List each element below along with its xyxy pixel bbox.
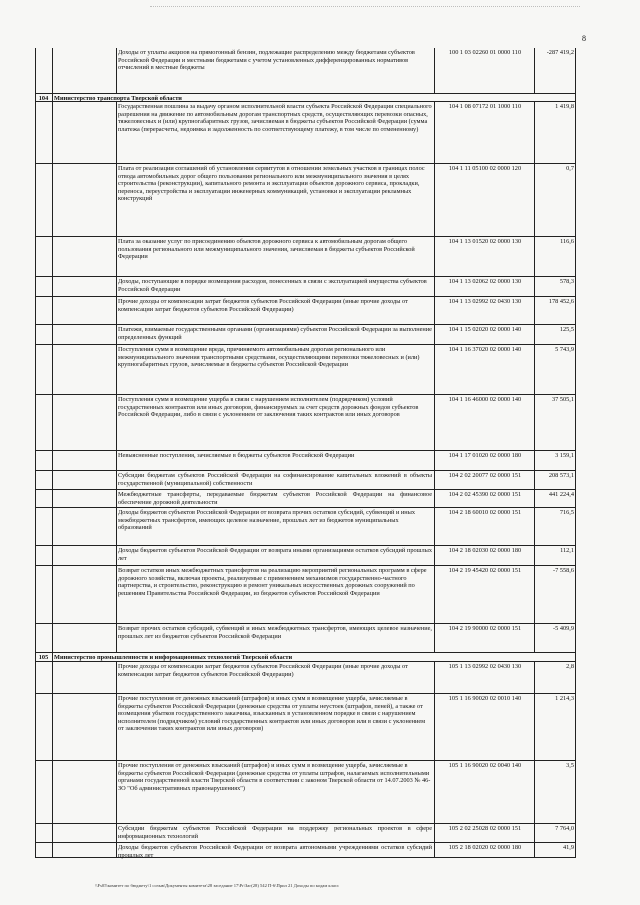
cell-border xyxy=(35,508,36,546)
cell-border xyxy=(35,824,36,843)
amount-value: 5 743,9 xyxy=(555,346,574,353)
table-row xyxy=(35,471,576,490)
table-row xyxy=(35,624,576,653)
cell-border xyxy=(434,345,435,395)
cell-border xyxy=(434,761,435,824)
cell-border xyxy=(434,48,435,94)
amount-value: 716,5 xyxy=(559,509,574,516)
table-row xyxy=(35,325,576,345)
cell-border xyxy=(35,451,36,471)
amount-value: 208 573,1 xyxy=(548,472,574,479)
amount-value: 125,5 xyxy=(559,326,574,333)
table-row xyxy=(35,277,576,297)
cell-border xyxy=(575,345,576,395)
cell-border xyxy=(575,761,576,824)
budget-code: 104 1 08 07172 01 1000 110 xyxy=(448,103,522,110)
cell-border xyxy=(575,297,576,325)
amount-value: 112,1 xyxy=(560,547,574,554)
amount-value: 1 419,8 xyxy=(555,103,574,110)
amount-value: 2,8 xyxy=(566,663,574,670)
cell-border xyxy=(35,624,36,653)
budget-code: 105 1 13 02992 02 0430 130 xyxy=(448,663,522,670)
cell-border xyxy=(35,761,36,824)
cell-border xyxy=(434,843,435,858)
table-row xyxy=(35,566,576,624)
cell-border xyxy=(52,345,53,395)
cell-border xyxy=(52,824,53,843)
cell-border xyxy=(52,546,53,566)
cell-border xyxy=(52,843,53,858)
revenue-description: Доходы бюджетов субъектов Российской Федерации от возврата иными организациями остатков субсидий прошлых лет xyxy=(118,547,432,562)
cell-border xyxy=(52,277,53,297)
budget-code: 104 1 13 02992 02 0430 130 xyxy=(448,298,522,305)
cell-border xyxy=(52,297,53,325)
cell-border xyxy=(534,164,535,237)
cell-border xyxy=(575,624,576,653)
revenue-description: Возврат прочих остатков субсидий, субвенций и иных межбюджетных трансфертов, имеющих целевое назначение, прошлых лет из бюджетов субъектов Российской Федерации xyxy=(118,625,432,640)
cell-border xyxy=(434,490,435,508)
budget-code: 105 2 02 25028 02 0000 151 xyxy=(448,825,522,832)
cell-border xyxy=(434,508,435,546)
revenue-description: Поступления сумм в возмещение ущерба в связи с нарушением исполнителем (подрядчиком) условий государственных контрактов или иных договоров, финансируемых за счет средств дорожных фондов субъектов Российской Федерации, либо в связи с уклонением от заключения таких контрактов или иных договоров xyxy=(118,396,419,419)
cell-border xyxy=(534,102,535,164)
cell-border xyxy=(52,490,53,508)
admin-code: 105 xyxy=(38,654,49,661)
amount-value: -287 419,2 xyxy=(546,49,574,56)
table-row xyxy=(35,395,576,451)
cell-border xyxy=(575,694,576,761)
cell-border xyxy=(434,102,435,164)
cell-border xyxy=(35,566,36,624)
table-row xyxy=(35,164,576,237)
revenue-description: Прочие доходы от компенсации затрат бюджетов субъектов Российской Федерации (иные прочие доходы от компенсации затрат бюджетов субъектов Российской Федерации) xyxy=(118,663,408,678)
table-row xyxy=(35,761,576,824)
section-title: Министерство транспорта Тверской области xyxy=(54,95,182,102)
amount-value: 0,7 xyxy=(566,165,574,172)
amount-value: 37 505,1 xyxy=(551,396,574,403)
cell-border xyxy=(575,102,576,164)
cell-border xyxy=(52,694,53,761)
revenue-description: Плата за оказание услуг по присоединению объектов дорожного сервиса к автомобильным дорогам общего пользования регионального или межмуниципального значения, зачисляемая в бюджеты субъектов Российской Федерации xyxy=(118,238,415,261)
budget-code: 104 2 19 45420 02 0000 151 xyxy=(448,567,522,574)
revenue-description: Возврат остатков иных межбюджетных трансфертов на реализацию мероприятий региональных программ в сфере дорожного хозяйства, включая проекты, реализуемые с применением механизмов государственно-частного партнерства, и строительство, реконструкцию и ремонт уникальных искусственных дорожных сооружений по решениям Правительства Российской Федерации, из бюджетов субъектов Российской Федерации xyxy=(118,567,427,597)
amount-value: 1 214,3 xyxy=(555,695,574,702)
amount-value: -5 409,9 xyxy=(553,625,574,632)
cell-border xyxy=(35,546,36,566)
amount-value: 116,6 xyxy=(560,238,574,245)
revenue-description: Государственная пошлина за выдачу органом исполнительной власти субъекта Российской Федерации специального разрешения на движение по автомобильным дорогам транспортных средств, осуществляющих перевозки опасных, тяжеловесных и (или) крупногабаритных грузов, зачисляемая в бюджеты субъектов Российской Федерации (сумма платежа (перерасчеты, недоимка и задолженность по соответствующему платежу, в том числе по отмененному) xyxy=(118,103,432,133)
cell-border xyxy=(52,48,53,94)
cell-border xyxy=(575,546,576,566)
table-row xyxy=(35,824,576,843)
cell-border xyxy=(35,277,36,297)
table-row xyxy=(35,662,576,694)
cell-border xyxy=(35,662,36,694)
cell-border xyxy=(434,471,435,490)
budget-code: 104 1 16 46000 02 0000 140 xyxy=(448,396,522,403)
file-path-footer: \\Fs05\комитет по бюджету\1 созыв\Документы комитета\28 заседание 17\Pr\Заг(28) 542 П-6\Прил 21 Доходы по кодам класс xyxy=(95,883,340,888)
page-number: 8 xyxy=(582,34,586,43)
budget-code: 104 2 18 02030 02 0000 180 xyxy=(448,547,522,554)
cell-border xyxy=(575,662,576,694)
cell-border xyxy=(575,237,576,277)
cell-border xyxy=(434,297,435,325)
cell-border xyxy=(52,451,53,471)
budget-code: 100 1 03 02260 01 0000 110 xyxy=(448,49,522,56)
cell-border xyxy=(575,490,576,508)
cell-border xyxy=(52,164,53,237)
cell-border xyxy=(52,395,53,451)
revenue-description: Прочие поступления от денежных взысканий (штрафов) и иных сумм в возмещение ущерба, зачисляемые в бюджеты субъектов Российской Федерации (денежные средства от уплаты неустоек (штрафов, пеней), а также от возмещения убытков государственного заказчика, взысканных в установленном порядке в связи с нарушением исполнителем (подрядчиком) условий государственных контрактов или иных договоров или в связи с уклонением от заключения таких контрактов или иных договоров) xyxy=(118,695,426,733)
table-row xyxy=(35,297,576,325)
cell-border xyxy=(434,164,435,237)
cell-border xyxy=(575,566,576,624)
cell-border xyxy=(575,824,576,843)
cell-border xyxy=(35,843,36,858)
revenue-description: Межбюджетные трансферты, передаваемые бюджетам субъектов Российской Федерации на финансовое обеспечение дорожной деятельности xyxy=(118,491,432,506)
table-row xyxy=(35,694,576,761)
revenue-description: Поступления сумм в возмещение вреда, причиняемого автомобильным дорогам регионального или межмуниципального значения транспортными средствами, осуществляющими перевозки тяжеловесных и (или) крупногабаритных грузов, зачисляемые в бюджеты субъектов Российской Федерации xyxy=(118,346,420,369)
cell-border xyxy=(35,102,36,164)
table-row xyxy=(35,102,576,164)
budget-code: 104 1 17 01020 02 0000 180 xyxy=(448,452,522,459)
cell-border xyxy=(434,694,435,761)
cell-border xyxy=(35,237,36,277)
amount-value: 578,3 xyxy=(559,278,574,285)
table-row xyxy=(35,508,576,546)
cell-border xyxy=(434,237,435,277)
budget-code: 104 1 15 02020 02 0000 140 xyxy=(448,326,522,333)
cell-border xyxy=(35,395,36,451)
cell-border xyxy=(434,662,435,694)
amount-value: 178 452,6 xyxy=(548,298,574,305)
revenue-description: Субсидии бюджетам субъектов Российской Федерации на поддержку региональных проектов в сфере информационных технологий xyxy=(118,825,432,840)
table-row xyxy=(35,237,576,277)
budget-code: 105 1 16 90020 02 0010 140 xyxy=(448,695,522,702)
revenue-description: Прочие поступления от денежных взысканий (штрафов) и иных сумм в возмещение ущерба, зачисляемые в бюджеты субъектов Российской Федерации (денежные средства от уплаты штрафов, налагаемых исполнительными органами государственной власти Тверской области в соответствии с законом Тверской области от 14.07.2003 № 46-ЗО "Об административных правонарушениях") xyxy=(118,762,431,792)
cell-border xyxy=(575,395,576,451)
budget-code: 104 1 11 05100 02 0000 120 xyxy=(448,165,522,172)
cell-border xyxy=(434,395,435,451)
table-row xyxy=(35,345,576,395)
budget-code: 104 2 19 90000 02 0000 151 xyxy=(448,625,522,632)
table-row xyxy=(35,843,576,858)
cell-border xyxy=(35,490,36,508)
cell-border xyxy=(534,761,535,824)
cell-border xyxy=(35,345,36,395)
cell-border xyxy=(52,508,53,546)
budget-code: 105 1 16 90020 02 0040 140 xyxy=(448,762,522,769)
section-row xyxy=(35,94,576,102)
cell-border xyxy=(575,164,576,237)
amount-value: 3 159,1 xyxy=(555,452,574,459)
cell-border xyxy=(575,451,576,471)
cell-border xyxy=(575,508,576,546)
scan-noise xyxy=(150,6,580,11)
revenue-description: Субсидии бюджетам субъектов Российской Федерации на софинансирование капитальных вложений в объекты государственной (муниципальной) собственности xyxy=(118,472,432,487)
amount-value: -7 558,6 xyxy=(553,567,574,574)
revenue-description: Прочие доходы от компенсации затрат бюджетов субъектов Российской Федерации (иные прочие доходы от компенсации затрат бюджетов субъектов Российской Федерации) xyxy=(118,298,408,313)
cell-border xyxy=(52,325,53,345)
amount-value: 41,9 xyxy=(562,844,574,851)
cell-border xyxy=(434,566,435,624)
table-row xyxy=(35,451,576,471)
budget-code: 104 2 02 45390 02 0000 151 xyxy=(448,491,522,498)
cell-border xyxy=(52,102,53,164)
cell-border xyxy=(434,546,435,566)
cell-border xyxy=(575,843,576,858)
cell-border xyxy=(434,451,435,471)
revenue-description: Доходы, поступающие в порядке возмещения расходов, понесенных в связи с эксплуатацией имущества субъектов Российской Федерации xyxy=(118,278,427,293)
cell-border xyxy=(35,164,36,237)
cell-border xyxy=(575,277,576,297)
amount-value: 441 224,4 xyxy=(548,491,574,498)
cell-border xyxy=(35,471,36,490)
cell-border xyxy=(534,566,535,624)
revenue-description: Невыясненные поступления, зачисляемые в бюджеты субъектов Российской Федерации xyxy=(118,452,355,459)
cell-border xyxy=(575,48,576,94)
cell-border xyxy=(434,824,435,843)
amount-value: 3,5 xyxy=(566,762,574,769)
budget-code: 104 2 02 20077 02 0000 151 xyxy=(448,472,522,479)
revenue-description: Плата от реализации соглашений об установлении сервитутов в отношении земельных участков в границах полос отвода автомобильных дорог общего пользования регионального или межмуниципального значения в целях строительства (реконструкции), капитального ремонта и эксплуатации объектов дорожного сервиса, прокладки, переноса, переустройства и эксплуатации инженерных коммуникаций, установки и эксплуатации рекламных конструкций xyxy=(118,165,425,203)
table-row xyxy=(35,546,576,566)
cell-border xyxy=(52,662,53,694)
cell-border xyxy=(35,694,36,761)
revenue-description: Платежи, взимаемые государственными органами (организациями) субъектов Российской Федерации за выполнение определенных функций xyxy=(118,326,432,341)
cell-border xyxy=(434,325,435,345)
table-row xyxy=(35,48,576,94)
cell-border xyxy=(534,694,535,761)
revenue-description: Доходы бюджетов субъектов Российской Федерации от возврата прочих остатков субсидий, субвенций и иных межбюджетных трансфертов, имеющих целевое назначение, прошлых лет из бюджетов муниципальных образований xyxy=(118,509,416,532)
section-row xyxy=(35,653,576,662)
cell-border xyxy=(35,48,36,94)
cell-border xyxy=(52,471,53,490)
cell-border xyxy=(35,297,36,325)
cell-border xyxy=(52,761,53,824)
admin-code: 104 xyxy=(38,95,49,102)
cell-border xyxy=(434,624,435,653)
revenue-description: Доходы бюджетов субъектов Российской Федерации от возврата автономными учреждениями остатков субсидий прошлых лет xyxy=(118,844,432,859)
amount-value: 7 764,0 xyxy=(555,825,574,832)
cell-border xyxy=(434,277,435,297)
section-title: Министерство промышленности и информационных технологий Тверской области xyxy=(54,654,293,661)
cell-border xyxy=(52,566,53,624)
cell-border xyxy=(52,237,53,277)
cell-border xyxy=(35,325,36,345)
cell-border xyxy=(575,471,576,490)
budget-code: 105 2 18 02020 02 0000 180 xyxy=(448,844,522,851)
budget-code: 104 1 13 01520 02 0000 130 xyxy=(448,238,522,245)
revenue-description: Доходы от уплаты акцизов на прямогонный бензин, подлежащие распределению между бюджетами субъектов Российской Федерации и местными бюджетами с учетом установленных дифференцированных нормативов отчислений в местные бюджеты xyxy=(118,49,415,72)
cell-border xyxy=(52,624,53,653)
budget-code: 104 1 16 37020 02 0000 140 xyxy=(448,346,522,353)
table-row xyxy=(35,490,576,508)
budget-code: 104 1 13 02062 02 0000 130 xyxy=(448,278,522,285)
budget-code: 104 2 18 60010 02 0000 151 xyxy=(448,509,522,516)
cell-border xyxy=(575,325,576,345)
